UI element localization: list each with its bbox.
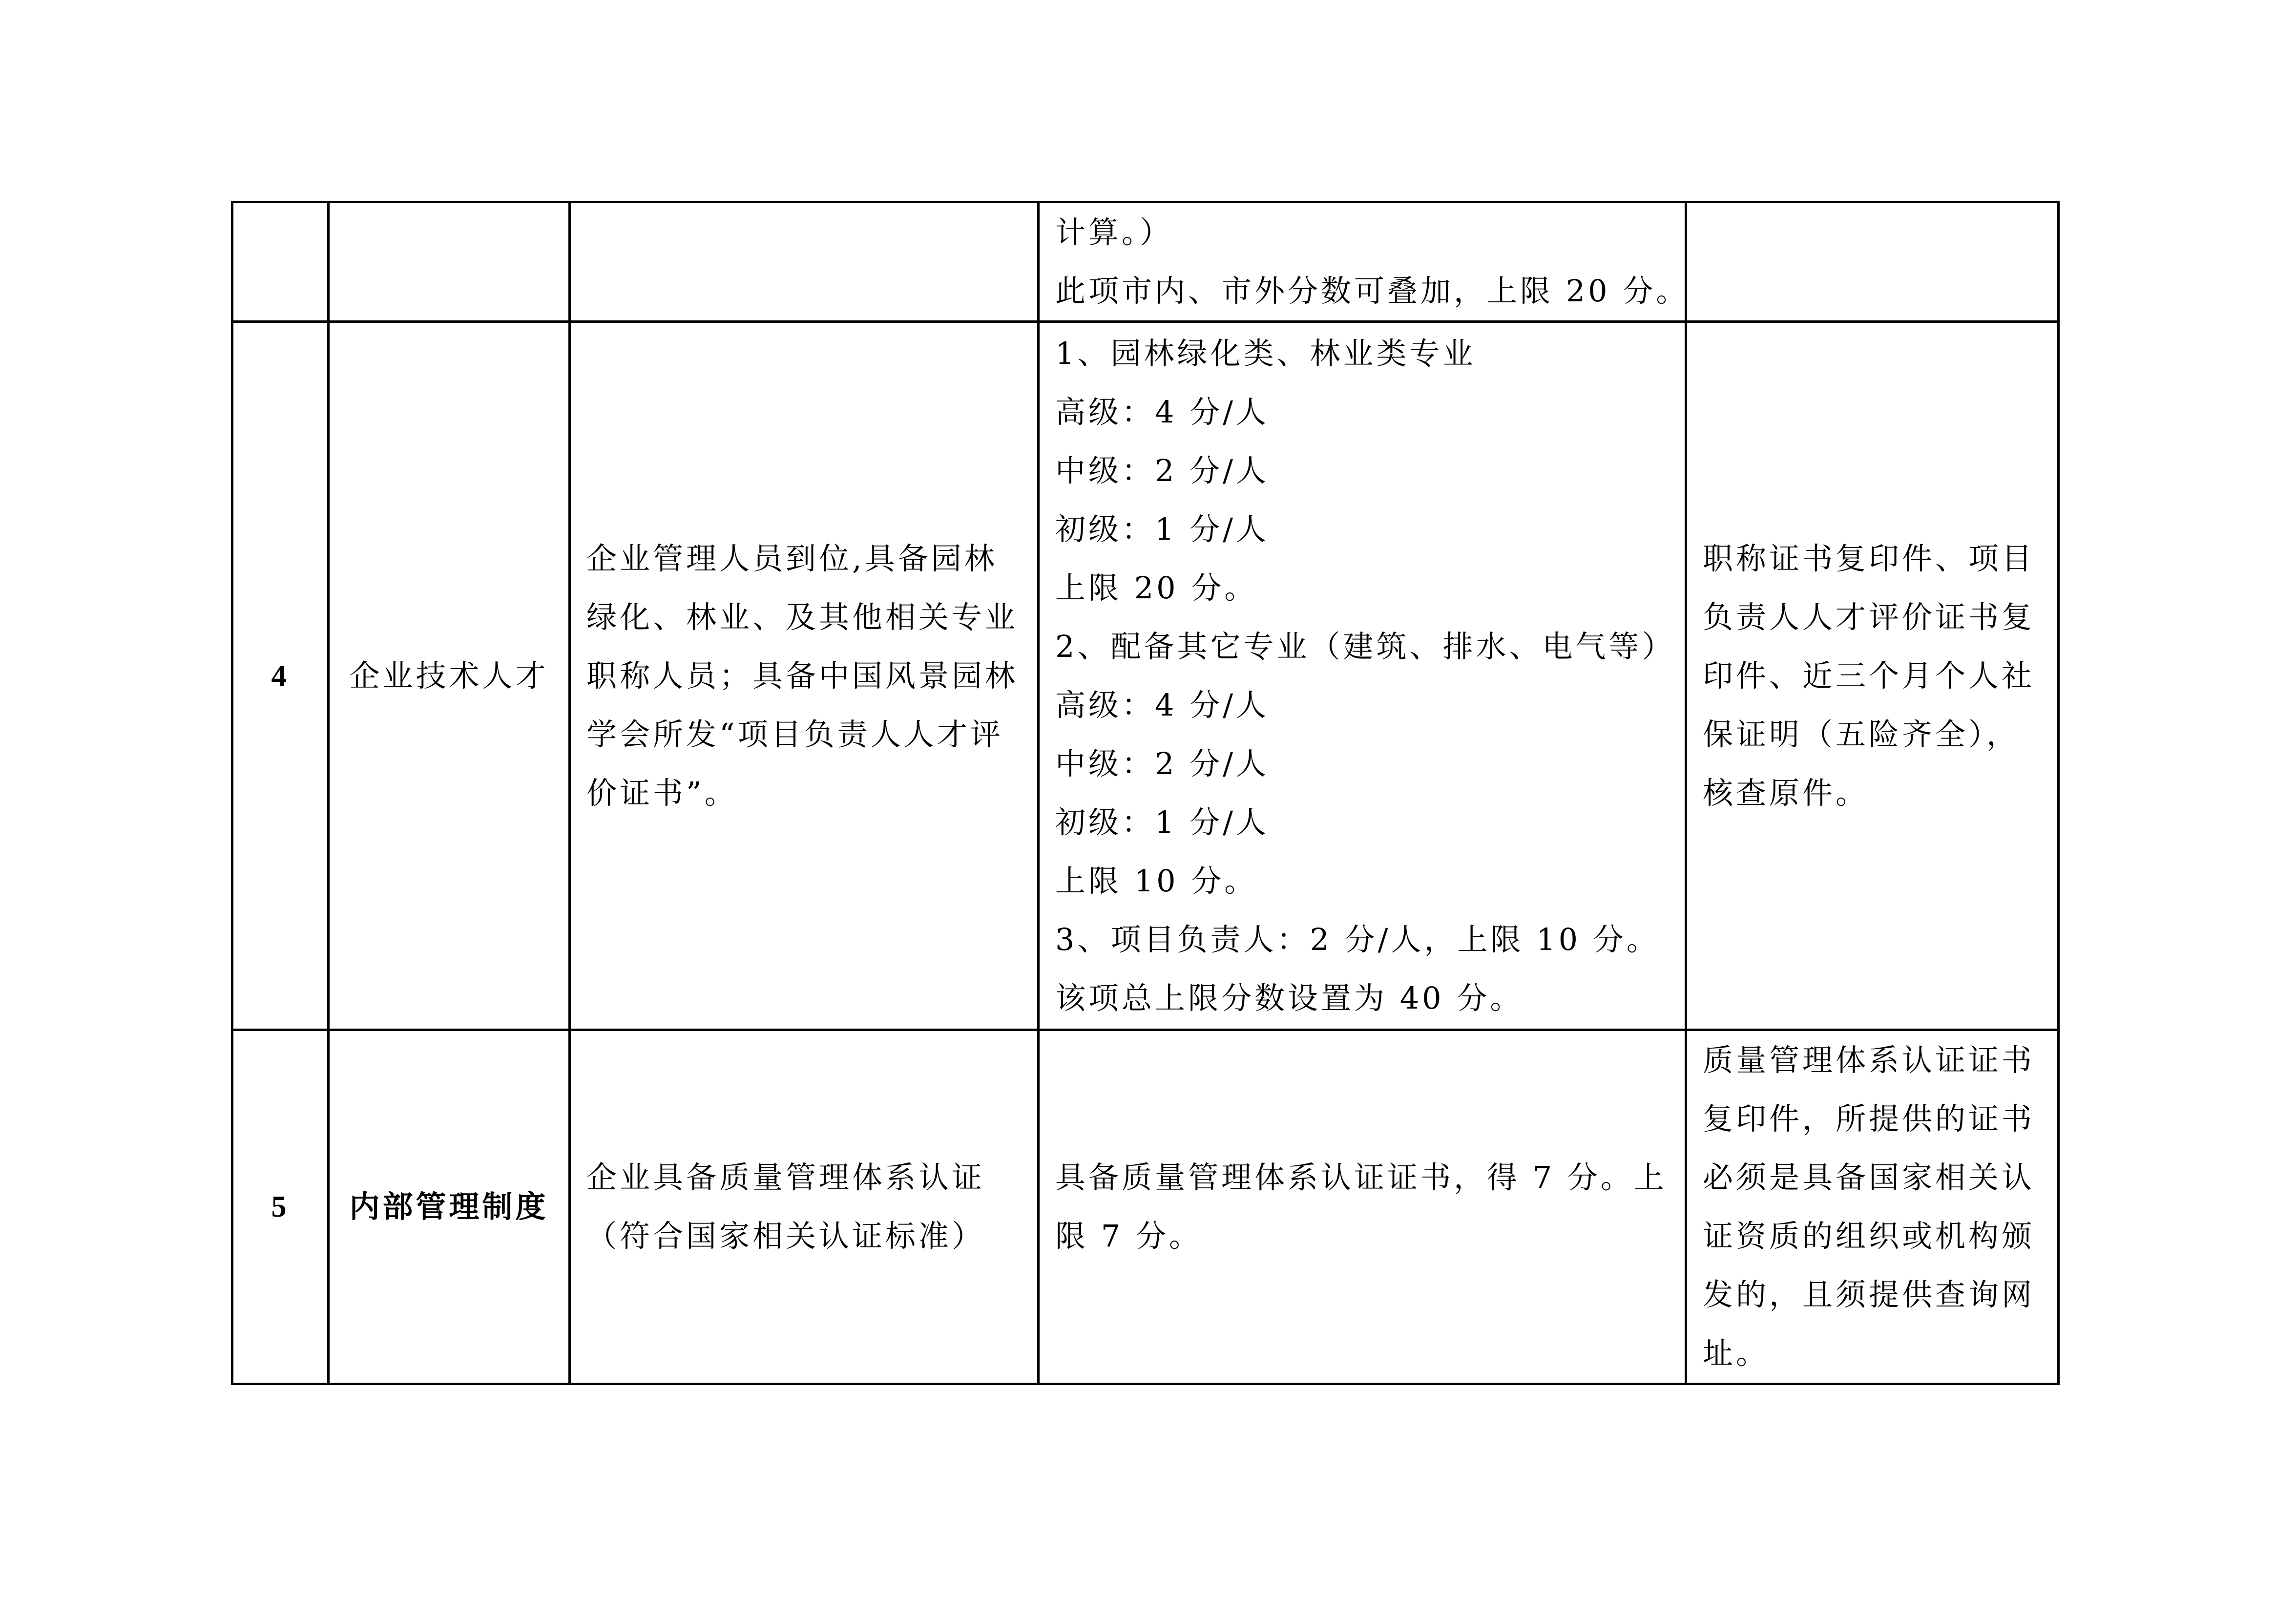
scoring-criteria (1039, 1030, 1686, 1384)
score-line: 该项总上限分数设置为 40 分。 (1055, 980, 1524, 1016)
score-line: 3、项目负责人：2 分/人，上限 10 分。 (1055, 921, 1660, 957)
proof-paragraph: 职称证书复印件、项目负责人人才评价证书复印件、近三个月个人社保证明（五险齐全），核查原件。 (1703, 540, 2035, 811)
table-row-4 (232, 322, 2059, 1030)
score-paragraph: 具备质量管理体系认证证书，得 7 分。上限 7 分。 (1055, 1159, 1667, 1254)
row-number (232, 202, 329, 322)
row-number: 5 (232, 1030, 329, 1384)
score-line: 初级：1 分/人 (1055, 511, 1270, 547)
proof-materials (1686, 1030, 2059, 1384)
score-line: 计算。） (1055, 214, 1173, 250)
requirement-paragraph: 企业具备质量管理体系认证（符合国家相关认证标准） (586, 1159, 985, 1254)
scoring-criteria (1039, 322, 1686, 1030)
score-line: 上限 20 分。 (1055, 569, 1258, 606)
proof-paragraph: 质量管理体系认证证书复印件，所提供的证书必须是具备国家相关认证资质的组织或机构颁发的，且须提供查询网址。 (1703, 1042, 2035, 1371)
proof-materials (1686, 202, 2059, 322)
item-name: 企业技术人才 (329, 322, 570, 1030)
score-line: 高级：4 分/人 (1055, 687, 1270, 723)
table-row-continuation (232, 202, 2059, 322)
item-name (329, 202, 570, 322)
requirement-text (570, 202, 1039, 322)
requirement-text (570, 1030, 1039, 1384)
score-line: 中级：2 分/人 (1055, 452, 1270, 488)
score-line: 高级：4 分/人 (1055, 394, 1270, 430)
score-line: 2、配备其它专业（建筑、排水、电气等） (1055, 628, 1675, 664)
score-line: 初级：1 分/人 (1055, 804, 1270, 840)
score-line: 此项市内、市外分数可叠加，上限 20 分。 (1055, 273, 1690, 309)
table-row-5 (232, 1030, 2059, 1384)
scoring-table (231, 201, 2060, 1385)
requirement-text (570, 322, 1039, 1030)
row-number: 4 (232, 322, 329, 1030)
requirement-paragraph: 企业管理人员到位,具备园林绿化、林业、及其他相关专业职称人员；具备中国风景园林学会所发“项目负责人人才评价证书”。 (586, 540, 1019, 811)
score-line: 上限 10 分。 (1055, 863, 1258, 899)
scoring-criteria (1039, 202, 1690, 322)
proof-materials (1686, 322, 2059, 1030)
score-line: 1、园林绿化类、林业类专业 (1055, 335, 1476, 371)
score-line: 中级：2 分/人 (1055, 745, 1270, 781)
item-name: 内部管理制度 (329, 1030, 570, 1384)
